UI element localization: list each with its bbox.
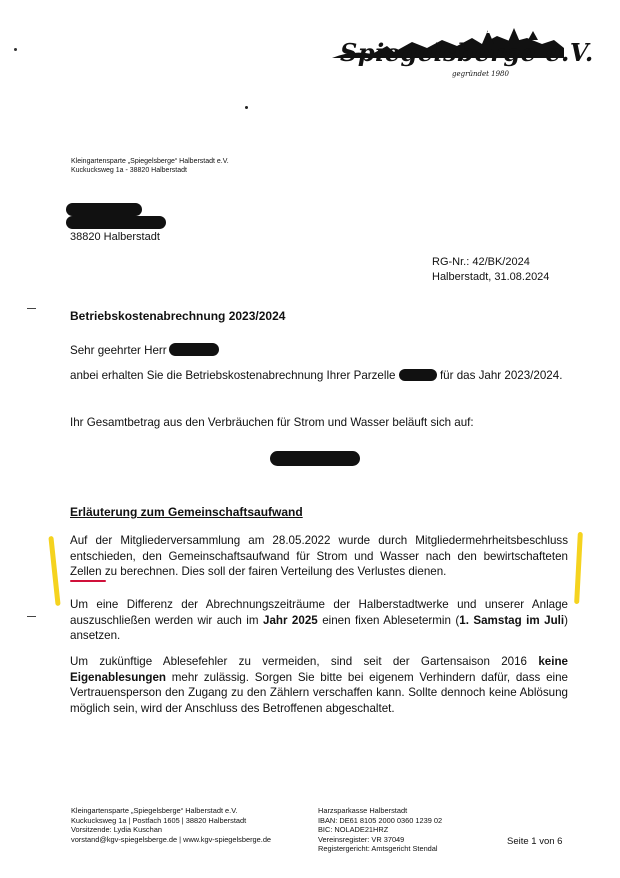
fold-mark: [27, 308, 36, 309]
paragraph-2: Um eine Differenz der Abrechnungszeiträume der Halberstadtwerke und unserer Anlage auszuschließen werden wir auch im Jahr 2025 einen fixen Ablesetermin (1. Samstag im Juli) ansetzen.: [70, 598, 568, 642]
section-heading: Erläuterung zum Gemeinschaftsaufwand: [70, 505, 303, 519]
redaction-parcel: [399, 369, 437, 381]
footer-right-line: BIC: NOLADE21HRZ: [318, 825, 389, 835]
footer-right-line: IBAN: DE61 8105 2000 0360 1239 02: [318, 815, 443, 825]
logo-founded: gegründet 1980: [452, 70, 509, 78]
footer-left-line: Kleingartensparte „Spiegelsberge“ Halberstadt e.V.: [71, 806, 238, 815]
total-line: Ihr Gesamtbetrag aus den Verbräuchen für Strom und Wasser beläuft sich auf:: [70, 416, 474, 429]
logo-name: Spiegelsberge e.V.: [340, 38, 594, 67]
letter-subject: Betriebskostenabrechnung 2023/2024: [70, 309, 286, 323]
logo-top-line: Gartenverein: [395, 22, 497, 37]
page-number: Seite 1 von 6: [507, 836, 563, 847]
highlight-mark-right: [574, 532, 583, 604]
place-date: Halberstadt, 31.08.2024: [432, 271, 550, 283]
paragraph-3: Um zukünftige Ablesefehler zu vermeiden, sind seit der Gartensaison 2016 keine Eigenablesungen mehr zulässig. Sorgen Sie bitte bei eigenem Verhindern dafür, dass eine Vertrauensperson den Zugang zu den Zählern verschaffen kann. Sollte dennoch keine Ablösung möglich sein, wird der Anschluss des Betroffenen abgeschaltet.: [70, 655, 568, 715]
fold-mark: [27, 616, 36, 617]
sender-line-1: Kleingartensparte „Spiegelsberge“ Halberstadt e.V.: [71, 158, 229, 165]
invoice-number: RG-Nr.: 42/BK/2024: [432, 256, 530, 268]
redaction-name: [66, 203, 142, 216]
footer-right-line: Harzsparkasse Halberstadt: [318, 806, 408, 815]
underlined-word: Zellen: [70, 565, 102, 578]
footer-left-line: Vorsitzende: Lydia Kuschan: [71, 825, 162, 835]
footer-right: [318, 806, 442, 854]
redaction-amount: [270, 451, 360, 466]
footer-left-line: Kuckucksweg 1a | Postfach 1605 | 38820 Halberstadt: [71, 815, 247, 825]
intro-paragraph: anbei erhalten Sie die Betriebskostenabrechnung Ihrer Parzelle für das Jahr 2023/2024.: [70, 369, 563, 382]
scan-dot: [245, 106, 248, 109]
footer-right-line: Registergericht: Amtsgericht Stendal: [318, 844, 438, 854]
scan-dot: [14, 48, 17, 51]
footer-left-line: vorstand@kgv-spiegelsberge.de | www.kgv-spiegelsberge.de: [71, 834, 272, 844]
redaction-street: [66, 216, 166, 229]
redaction-surname: [169, 343, 219, 356]
paragraph-1: Auf der Mitgliederversammlung am 28.05.2022 wurde durch Mitgliedermehrheitsbeschluss entschieden, den Gemeinschaftsaufwand für Strom und Wasser nach den bewirtschafteten Zellen zu berechnen. Dies soll der fairen Verteilung des Verlustes dienen.: [70, 534, 568, 578]
red-underline: [70, 580, 106, 582]
salutation-text: Sehr geehrter Herr: [70, 344, 167, 357]
sender-line-2: Kuckucksweg 1a - 38820 Halberstadt: [71, 167, 187, 174]
recipient-city: 38820 Halberstadt: [70, 231, 160, 243]
footer-right-line: Vereinsregister: VR 37049: [318, 834, 405, 844]
salutation: [70, 341, 219, 357]
footer-left: [71, 806, 271, 844]
highlight-mark-left: [48, 536, 60, 606]
